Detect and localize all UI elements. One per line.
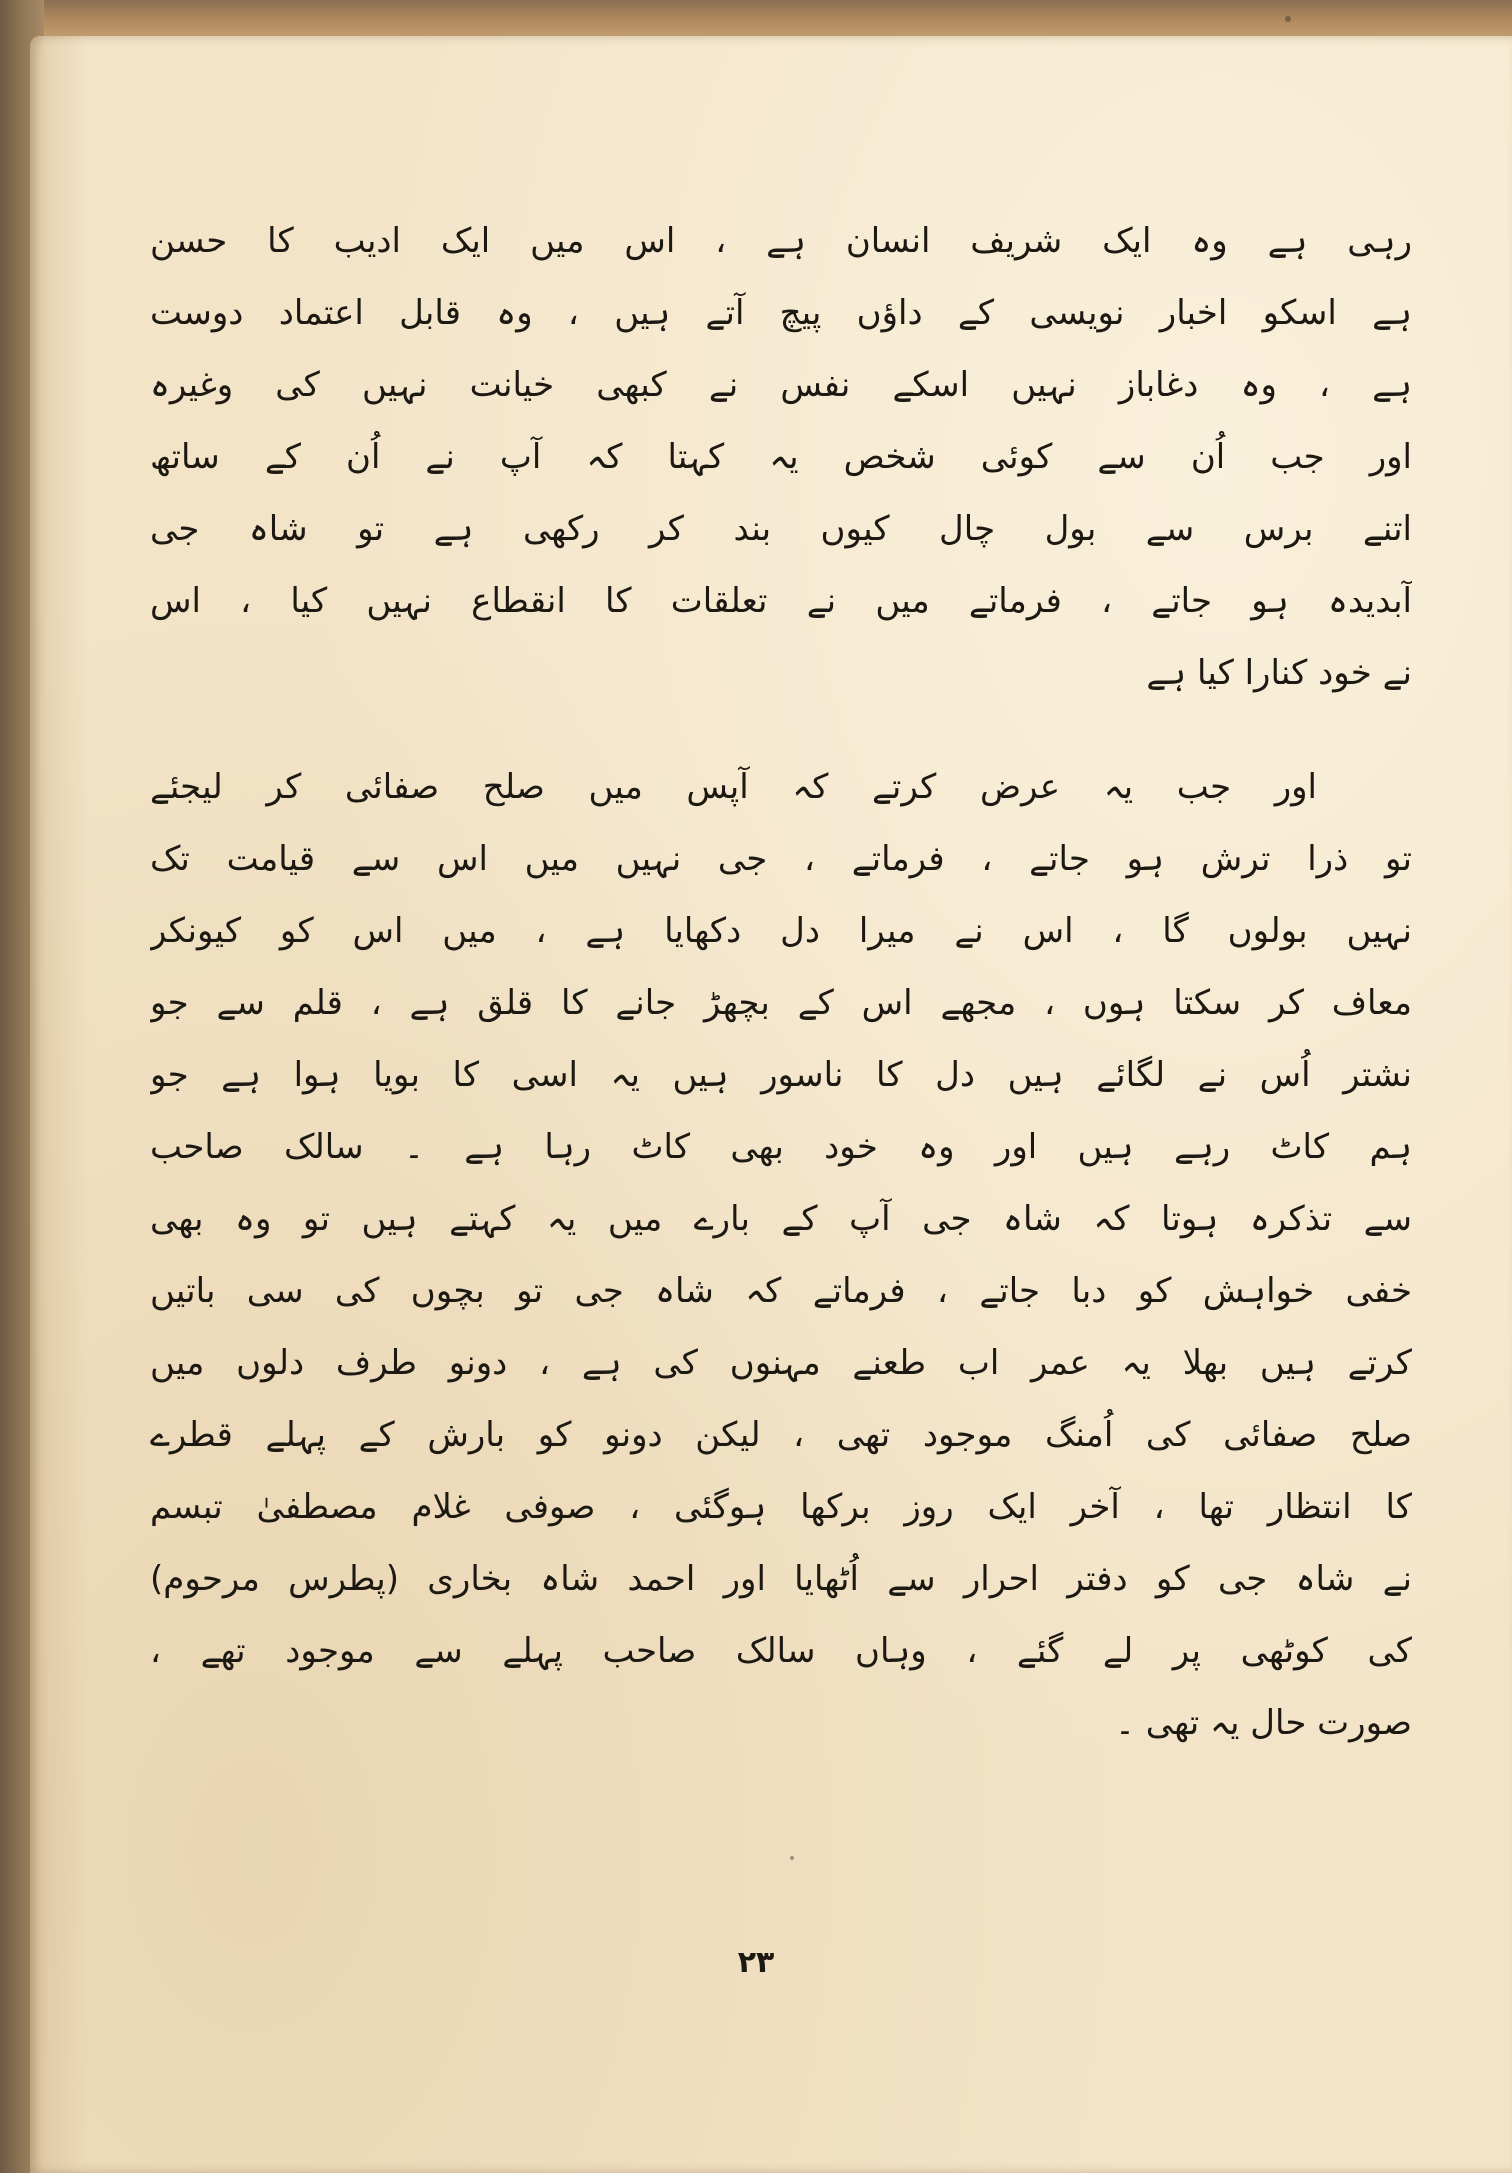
text-line: نشتر اُس نے لگائے ہیں دل کا ناسور ہیں یہ اسی کا بویا ہوا ہے جو: [150, 1055, 1412, 1095]
text-line: کی کوٹھی پر لے گئے ، وہاں سالک صاحب پہلے سے موجود تھے ،: [150, 1631, 1412, 1671]
text-line: اور جب یہ عرض کرتے کہ آپس میں صلح صفائی کر لیجئے: [150, 767, 1317, 807]
text-line: صورت حال یہ تھی ۔: [1115, 1703, 1412, 1743]
paragraph-gap: [150, 709, 1412, 751]
text-line: رہی ہے وہ ایک شریف انسان ہے ، اس میں ایک ادیب کا حسن: [150, 221, 1412, 261]
text-line: کا انتظار تھا ، آخر ایک روز برکھا ہوگئی ، صوفی غلام مصطفیٰ تبسم: [150, 1487, 1412, 1527]
text-line: آبدیدہ ہو جاتے ، فرماتے میں نے تعلقات کا انقطاع نہیں کیا ، اس: [150, 581, 1412, 621]
text-line: ہے ، وہ دغاباز نہیں اسکے نفس نے کبھی خیانت نہیں کی وغیرہ: [150, 365, 1412, 405]
text-line: نہیں بولوں گا ، اس نے میرا دل دکھایا ہے ، میں اس کو کیونکر: [150, 911, 1412, 951]
text-line: معاف کر سکتا ہوں ، مجھے اس کے بچھڑ جانے کا قلق ہے ، قلم سے جو: [150, 983, 1412, 1023]
ink-speck: [1285, 16, 1291, 22]
text-line: نے خود کنارا کیا ہے: [1146, 653, 1412, 693]
text-line: ہم کاٹ رہے ہیں اور وہ خود بھی کاٹ رہا ہے ۔ سالک صاحب: [150, 1127, 1412, 1167]
text-line: خفی خواہش کو دبا جاتے ، فرماتے کہ شاہ جی تو بچوں کی سی باتیں: [150, 1271, 1412, 1311]
paragraph-1: [150, 205, 1412, 709]
text-line: کرتے ہیں بھلا یہ عمر اب طعنے مہنوں کی ہے ، دونو طرف دلوں میں: [150, 1343, 1412, 1383]
text-line: سے تذکرہ ہوتا کہ شاہ جی آپ کے بارے میں یہ کہتے ہیں تو وہ بھی: [150, 1199, 1412, 1239]
text-line: صلح صفائی کی اُمنگ موجود تھی ، لیکن دونو کو بارش کے پہلے قطرے: [150, 1415, 1412, 1455]
text-line: ہے اسکو اخبار نویسی کے داؤں پیچ آتے ہیں ، وہ قابل اعتماد دوست: [150, 293, 1412, 333]
ink-speck: [790, 1856, 794, 1860]
page-text: [150, 205, 1412, 1759]
text-line: نے شاہ جی کو دفتر احرار سے اُٹھایا اور احمد شاہ بخاری (پطرس مرحوم): [150, 1559, 1412, 1599]
paragraph-2: [150, 751, 1412, 1759]
text-line: اور جب اُن سے کوئی شخص یہ کہتا کہ آپ نے اُن کے ساتھ: [150, 437, 1412, 477]
text-line: اتنے برس سے بول چال کیوں بند کر رکھی ہے تو شاہ جی: [150, 509, 1412, 549]
page-number: ۲۳: [737, 1945, 775, 1980]
text-line: تو ذرا ترش ہو جاتے ، فرماتے ، جی نہیں میں اس سے قیامت تک: [150, 839, 1412, 879]
